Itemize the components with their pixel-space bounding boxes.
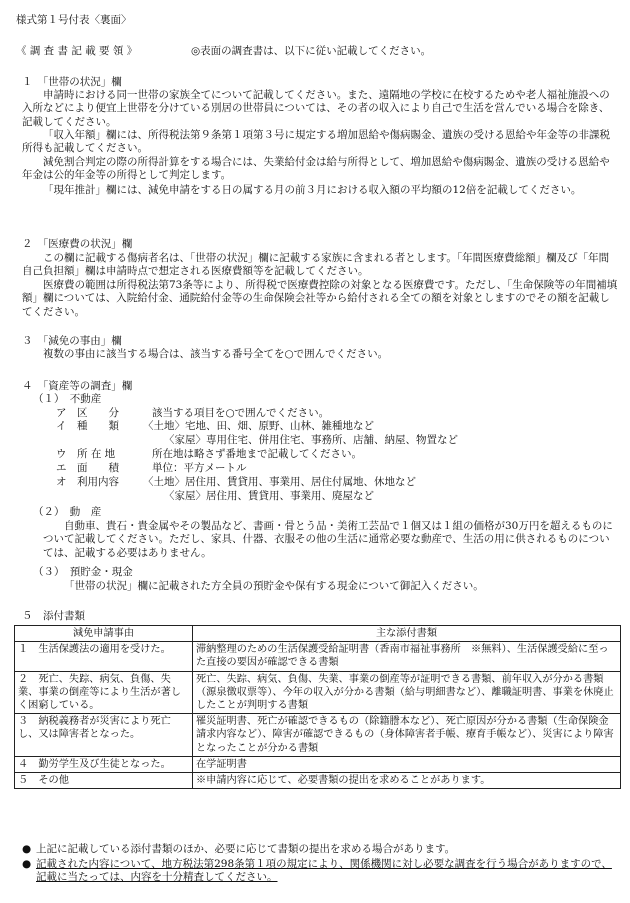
section-5-heading: ５ 添付書類 <box>22 610 85 622</box>
column-header-reason: 減免申請事由 <box>15 626 193 642</box>
bullet-icon: ● <box>22 858 32 870</box>
documents-cell: ※申請内容に応じて、必要書類の提出を求めることがあります。 <box>193 773 621 789</box>
real-estate-heading: （１） 不動産 <box>33 393 102 405</box>
documents-cell: 死亡、失踪、病気、負傷、失業、事業の倒産等が証明できる書類、前年収入が分かる書類（源泉徴収票等）、今年の収入が分かる書類（給与明細書など）、離職証明書、事業を休廃止したことが判明する書類 <box>193 671 621 714</box>
table-row <box>15 773 621 789</box>
table-row <box>15 642 621 671</box>
section-1-para-4: 「現年推計」欄には、減免申請をする日の属する月の前３月における収入額の平均額の12倍を記載してください。 <box>43 184 582 196</box>
movable-property-heading: （２） 動 産 <box>33 506 102 518</box>
category-label: ア 区 分 <box>56 407 119 419</box>
note-2 <box>22 858 618 885</box>
attachments-table <box>14 625 620 789</box>
area-text: 単位：平方メートル <box>152 462 247 474</box>
movable-property-text: 自動車、貴石・貴金属やその製品など、書画・骨とう品・美術工芸品で１個又は１組の価格が30万円を超えるものについて記載してください。ただし、家具、什器、衣服その他の生活に通常必要な動産で、生活の用に供されるものについては、記載する必要はありません。 <box>43 520 613 559</box>
type-land-text: 〈土地〉宅地、田、畑、原野、山林、雑種地など <box>143 420 374 432</box>
section-3-para-1: 複数の事由に該当する場合は、該当する番号全てを○で囲んでください。 <box>43 348 389 360</box>
location-label: ウ 所 在 地 <box>56 448 116 460</box>
savings-text: 「世帯の状況」欄に記載された方全員の預貯金や保有する現金について御記入ください。 <box>64 580 484 592</box>
type-label: イ 種 類 <box>56 420 119 432</box>
reason-cell: ２ 死亡、失踪、病気、負傷、失業、事業の倒産等により生活が著しく困窮している。 <box>15 671 193 714</box>
table-header-row <box>15 626 621 642</box>
usage-building-text: 〈家屋〉居住用、賃貸用、事業用、廃屋など <box>164 490 374 502</box>
table-row <box>15 756 621 772</box>
guide-intro: ◎表面の調査書は、以下に従い記載してください。 <box>191 45 432 57</box>
section-1-para-2: 「収入年額」欄には、所得税法第９条第１項第３号に規定する増加恩給や傷病賜金、遺族の受ける恩給や年金等の非課税所得も記載してください。 <box>22 129 610 155</box>
section-4-heading: ４ 「資産等の調査」欄 <box>22 380 133 392</box>
area-label: エ 面 積 <box>56 462 119 474</box>
savings-heading: （３） 預貯金・現金 <box>33 566 133 578</box>
category-text: 該当する項目を○で囲んでください。 <box>152 407 330 419</box>
usage-label: オ 利用内容 <box>56 476 119 488</box>
section-2-para-1: この欄に記載する傷病者名は、「世帯の状況」欄に記載する家族に含まれる者とします。「年間医療費総額」欄及び「年間自己負担額」欄は申請時点で想定される医療費額等を記載してください。 <box>22 252 610 278</box>
reason-cell: １ 生活保護法の適用を受けた。 <box>15 642 193 671</box>
reason-cell: ４ 勤労学生及び生徒となった。 <box>15 756 193 772</box>
usage-land-text: 〈土地〉居住用、賃貸用、事業用、居住付属地、休地など <box>143 476 416 488</box>
note-1-text: 上記に記載している添付書類のほか、必要に応じて書類の提出を求める場合があります。 <box>36 843 456 855</box>
section-2-para-2: 医療費の範囲は所得税法第73条等により、所得税で医療費控除の対象となる医療費です。ただし、「生命保険等の年間補填額」欄については、入院給付金、通院給付金等の生命保険会社等から給付される全ての額を対象としますのでその額を記載してください。 <box>22 279 618 318</box>
reason-cell: ３ 納税義務者が災害により死亡し、又は障害者となった。 <box>15 714 193 757</box>
section-3-heading: ３ 「減免の事由」欄 <box>22 335 122 347</box>
guide-title: 《 調 査 書 記 載 要 領 》 <box>16 45 138 57</box>
type-building-text: 〈家屋〉専用住宅、併用住宅、事務所、店舗、納屋、物置など <box>164 434 458 446</box>
section-1-para-1: 申請時における同一世帯の家族全てについて記載してください。また、遠隔地の学校に在校するためや老人福祉施設への入所などにより便宜上世帯を分けている別居の世帯員については、その者の収入により自己で生活を営んでいる場合を除き、記載してください。 <box>22 89 610 128</box>
documents-cell: 滞納整理のための生活保護受給証明書（香南市福祉事務所 ※無料）、生活保護受給に至った直接の要因が確認できる書類 <box>193 642 621 671</box>
note-1 <box>22 843 618 856</box>
section-2-heading: ２ 「医療費の状況」欄 <box>22 238 133 250</box>
reason-cell: ５ その他 <box>15 773 193 789</box>
table-row <box>15 714 621 757</box>
section-1-heading: １ 「世帯の状況」欄 <box>22 76 122 88</box>
documents-cell: 罹災証明書、死亡が確認できるもの（除籍謄本など）、死亡原因が分かる書類（生命保険金請求内容など）、障害が確認できるもの（身体障害者手帳、療育手帳など）、災害により障害となったことが分かる書類 <box>193 714 621 757</box>
section-1-para-3: 減免割合判定の際の所得計算をする場合には、失業給付金は給与所得として、増加恩給や傷病賜金、遺族の受ける恩給や年金は公的年金等の所得として判定します。 <box>22 156 610 182</box>
note-2-text: 記載された内容について、地方税法第298条第１項の規定により、関係機関に対し必要な調査を行う場合がありますので、記載に当たっては、内容を十分精査してください。 <box>36 858 612 884</box>
table-row <box>15 671 621 714</box>
documents-cell: 在学証明書 <box>193 756 621 772</box>
location-text: 所在地は略さず番地まで記載してください。 <box>152 448 362 460</box>
column-header-documents: 主な添付書類 <box>193 626 621 642</box>
bullet-icon: ● <box>22 843 32 855</box>
form-reference: 様式第１号付表〈裏面〉 <box>16 14 132 26</box>
